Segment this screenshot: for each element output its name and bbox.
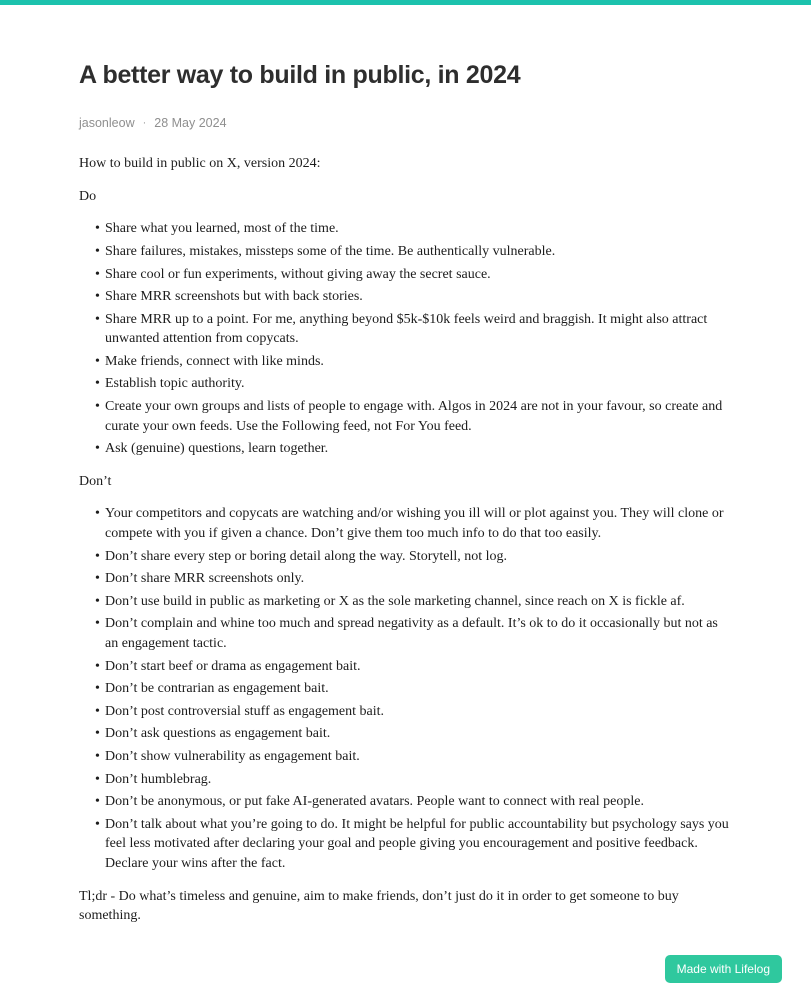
list-item-text: Don’t talk about what you’re going to do. It might be helpful for public accountability but psychology says you feel less motivated after declaring your goal and people giving you encouragement and positive feedback. Declare your wins after the fact. bbox=[105, 816, 729, 871]
list-item bbox=[95, 702, 732, 722]
list-item-text: Don’t ask questions as engagement bait. bbox=[105, 726, 331, 742]
meta-separator: · bbox=[142, 117, 147, 130]
list-item bbox=[95, 504, 732, 543]
list-item-text: Share failures, mistakes, missteps some of the time. Be authentically vulnerable. bbox=[105, 243, 556, 259]
list-item bbox=[95, 242, 732, 262]
list-item-text: Don’t share every step or boring detail along the way. Storytell, not log. bbox=[105, 548, 508, 564]
list-item-text: Don’t humblebrag. bbox=[105, 771, 212, 787]
list-item-text: Don’t be anonymous, or put fake AI-generated avatars. People want to connect with real people. bbox=[105, 794, 644, 810]
list-item bbox=[95, 352, 732, 372]
list-item-text: Ask (genuine) questions, learn together. bbox=[105, 441, 329, 457]
bullet-icon: • bbox=[95, 311, 100, 327]
list-item bbox=[95, 792, 732, 812]
list-item-text: Don’t start beef or drama as engagement bait. bbox=[105, 658, 361, 674]
list-item bbox=[95, 397, 732, 436]
bullet-icon: • bbox=[95, 353, 100, 369]
bullet-icon: • bbox=[95, 571, 100, 587]
list-item bbox=[95, 679, 732, 699]
list-item-text: Your competitors and copycats are watching and/or wishing you ill will or plot against you. They will clone or compete with you if given a chance. Don’t give them too much info to do that too easily. bbox=[105, 506, 724, 542]
made-with-lifelog-badge[interactable] bbox=[665, 955, 782, 983]
bullet-icon: • bbox=[95, 726, 100, 742]
list-item bbox=[95, 614, 732, 653]
post-container bbox=[79, 5, 732, 979]
bullet-icon: • bbox=[95, 681, 100, 697]
bullet-icon: • bbox=[95, 771, 100, 787]
list-item bbox=[95, 592, 732, 612]
do-list bbox=[79, 219, 732, 459]
post-body bbox=[79, 154, 732, 926]
list-item bbox=[95, 287, 732, 307]
bullet-icon: • bbox=[95, 506, 100, 522]
bullet-icon: • bbox=[95, 816, 100, 832]
list-item-text: Create your own groups and lists of people to engage with. Algos in 2024 are not in your favour, so create and curate your own feeds. Use the Following feed, not For You feed. bbox=[105, 399, 723, 434]
bullet-icon: • bbox=[95, 441, 100, 457]
bullet-icon: • bbox=[95, 289, 100, 305]
list-item-text: Don’t share MRR screenshots only. bbox=[105, 571, 305, 587]
list-item bbox=[95, 815, 732, 874]
outro-paragraph: Tl;dr - Do what’s timeless and genuine, aim to make friends, don’t just do it in order to get someone to buy something. bbox=[79, 888, 679, 924]
bullet-icon: • bbox=[95, 243, 100, 259]
list-item-text: Share MRR screenshots but with back stories. bbox=[105, 289, 363, 305]
section-heading-do: Do bbox=[79, 188, 97, 204]
bullet-icon: • bbox=[95, 548, 100, 564]
list-item-text: Establish topic authority. bbox=[105, 376, 245, 392]
list-item bbox=[95, 569, 732, 589]
list-item-text: Don’t complain and whine too much and spread negativity as a default. It’s ok to do it occasionally but not as an engagement tactic. bbox=[105, 616, 718, 651]
list-item bbox=[95, 310, 732, 349]
list-item bbox=[95, 265, 732, 285]
list-item-text: Share cool or fun experiments, without giving away the secret sauce. bbox=[105, 266, 491, 282]
author-name: jasonleow bbox=[79, 116, 135, 131]
bullet-icon: • bbox=[95, 616, 100, 632]
list-item-text: Share what you learned, most of the time. bbox=[105, 221, 339, 237]
badge-label: Made with Lifelog bbox=[676, 962, 770, 976]
list-item bbox=[95, 547, 732, 567]
section-heading-dont: Don’t bbox=[79, 473, 112, 489]
list-item-text: Make friends, connect with like minds. bbox=[105, 353, 324, 369]
bullet-icon: • bbox=[95, 748, 100, 764]
list-item-text: Don’t show vulnerability as engagement bait. bbox=[105, 748, 360, 764]
list-item bbox=[95, 724, 732, 744]
list-item-text: Don’t be contrarian as engagement bait. bbox=[105, 681, 329, 697]
bullet-icon: • bbox=[95, 221, 100, 237]
bullet-icon: • bbox=[95, 703, 100, 719]
page-title: A better way to build in public, in 2024 bbox=[79, 61, 521, 89]
bullet-icon: • bbox=[95, 593, 100, 609]
list-item bbox=[95, 439, 732, 459]
list-item bbox=[95, 657, 732, 677]
bullet-icon: • bbox=[95, 794, 100, 810]
intro-paragraph: How to build in public on X, version 2024: bbox=[79, 156, 321, 172]
bullet-icon: • bbox=[95, 376, 100, 392]
list-item-text: Don’t use build in public as marketing or X as the sole marketing channel, since reach on X is fickle af. bbox=[105, 593, 685, 609]
post-date: 28 May 2024 bbox=[154, 116, 227, 131]
list-item bbox=[95, 747, 732, 767]
bullet-icon: • bbox=[95, 399, 100, 415]
dont-list bbox=[79, 504, 732, 873]
post-meta bbox=[79, 115, 732, 132]
list-item-text: Don’t post controversial stuff as engagement bait. bbox=[105, 703, 385, 719]
list-item bbox=[95, 219, 732, 239]
bullet-icon: • bbox=[95, 266, 100, 282]
list-item bbox=[95, 374, 732, 394]
bullet-icon: • bbox=[95, 658, 100, 674]
list-item-text: Share MRR up to a point. For me, anything beyond $5k-$10k feels weird and braggish. It might also attract unwanted attention from copycats. bbox=[105, 311, 708, 347]
list-item bbox=[95, 770, 732, 790]
